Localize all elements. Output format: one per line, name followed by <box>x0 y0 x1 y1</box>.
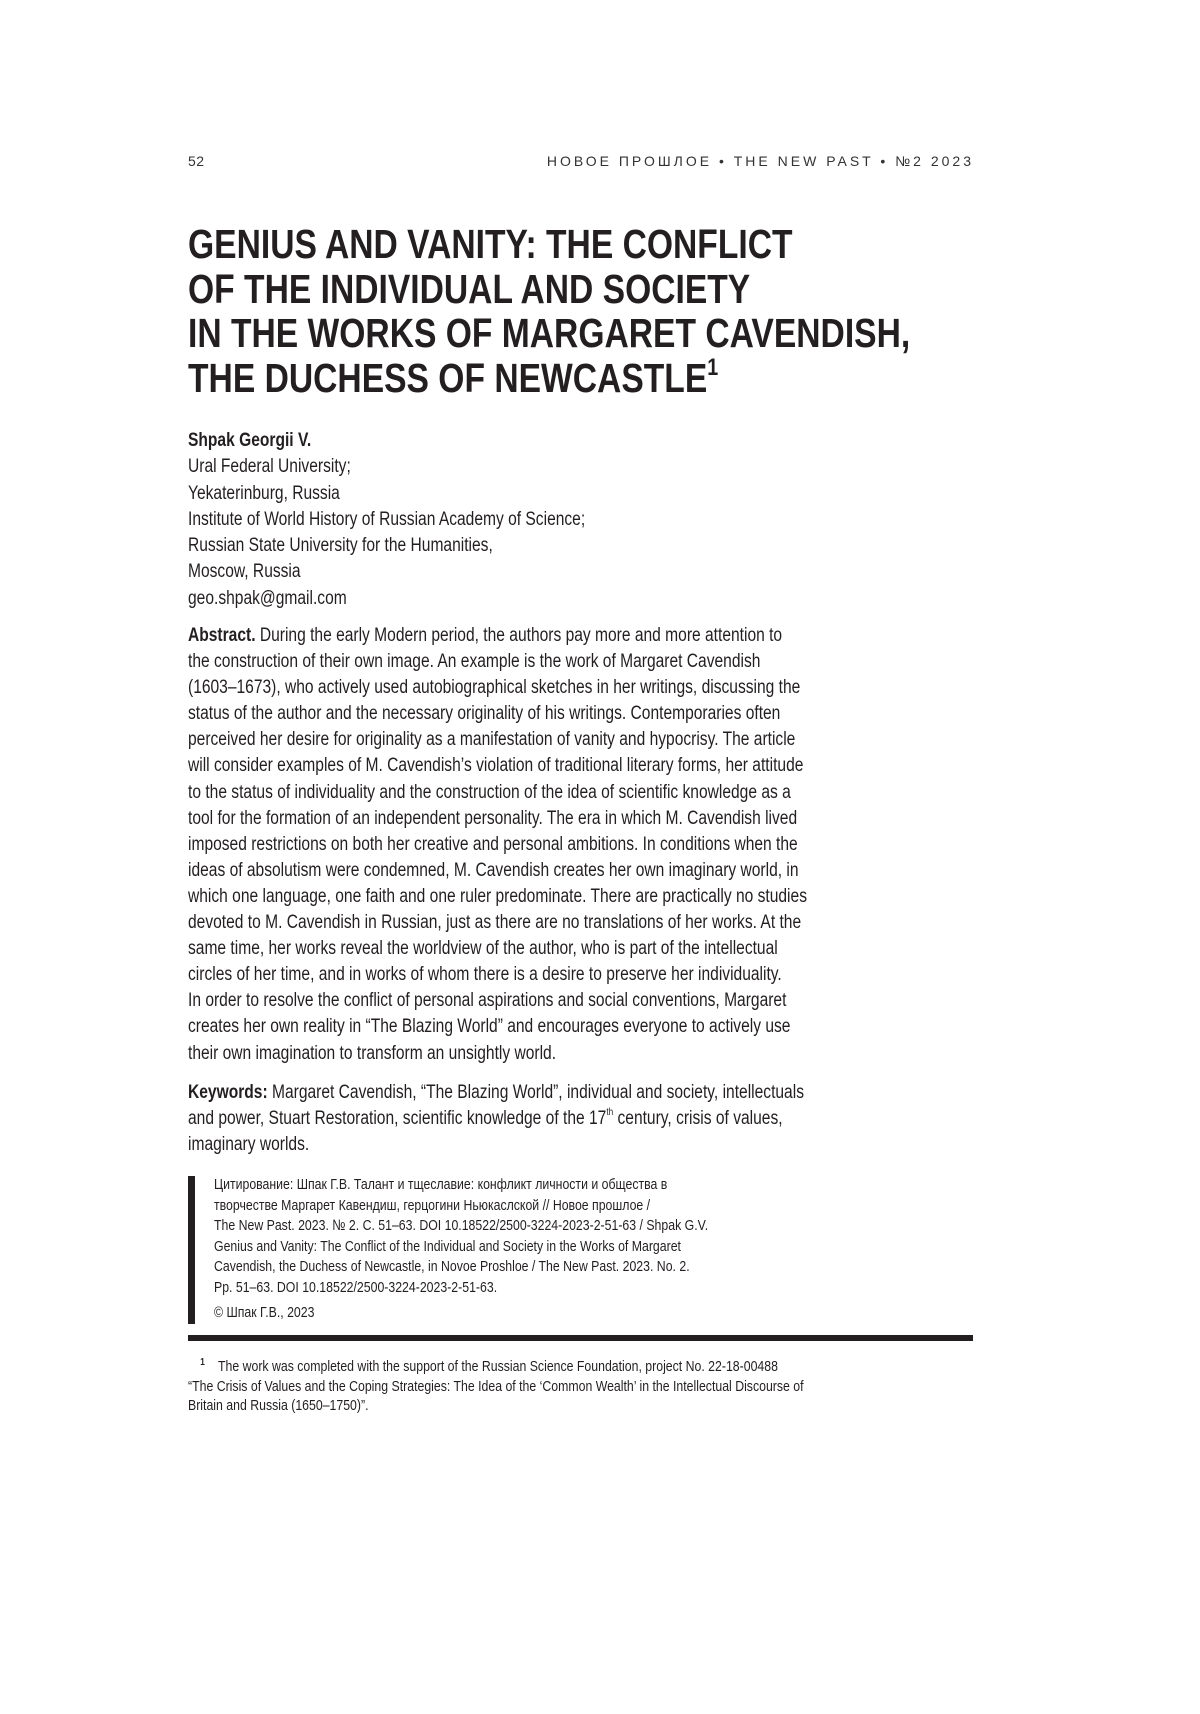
keywords-text: and power, Stuart Restoration, scientific knowledge of the 17 <box>188 1108 606 1129</box>
title-line: IN THE WORKS OF MARGARET CAVENDISH, <box>188 311 910 356</box>
keywords-label: Keywords: <box>188 1082 268 1103</box>
abstract-line: to the status of individuality and the construction of the idea of scientific knowledge as a <box>188 780 807 806</box>
abstract-line: circles of her time, and in works of whom there is a desire to preserve her individuality. <box>188 962 807 988</box>
keywords <box>188 1080 804 1158</box>
abstract-line: During the early Modern period, the authors pay more and more attention to <box>256 625 783 646</box>
title-line: GENIUS AND VANITY: THE CONFLICT <box>188 222 910 267</box>
keywords-text: imaginary worlds. <box>188 1132 804 1158</box>
keywords-text: Margaret Cavendish, “The Blazing World”, individual and society, intellectuals <box>268 1082 804 1103</box>
footnote <box>188 1357 804 1416</box>
citation-line: Цитирование: Шпак Г.В. Талант и тщеславие: конфликт личности и общества в <box>214 1175 708 1196</box>
abstract-label: Abstract. <box>188 625 256 646</box>
title-line: OF THE INDIVIDUAL AND SOCIETY <box>188 267 910 312</box>
citation-line: Genius and Vanity: The Conflict of the Individual and Society in the Works of Margaret <box>214 1237 708 1258</box>
copyright: © Шпак Г.В., 2023 <box>214 1303 708 1324</box>
abstract-line: creates her own reality in “The Blazing World” and encourages everyone to actively use <box>188 1014 807 1040</box>
abstract-line: which one language, one faith and one ruler predominate. There are practically no studies <box>188 884 807 910</box>
author-name: Shpak Georgii V. <box>188 428 585 454</box>
abstract-line: ideas of absolutism were condemned, M. Cavendish creates her own imaginary world, in <box>188 858 807 884</box>
citation-line: творчестве Маргарет Кавендиш, герцогини Ньюкаслской // Новое прошлое / <box>214 1196 708 1217</box>
abstract-line: imposed restrictions on both her creative and personal ambitions. In conditions when the <box>188 832 807 858</box>
title-footnote-ref[interactable]: 1 <box>707 354 718 381</box>
abstract-line: will consider examples of M. Cavendish’s violation of traditional literary forms, her attitude <box>188 753 807 779</box>
author-block <box>188 428 585 612</box>
affiliation: Yekaterinburg, Russia <box>188 481 585 507</box>
citation-line: Cavendish, the Duchess of Newcastle, in Novoe Proshloe / The New Past. 2023. No. 2. <box>214 1257 708 1278</box>
footnote-divider <box>188 1335 973 1341</box>
abstract <box>188 623 807 1067</box>
citation-bar <box>188 1176 195 1324</box>
affiliation: Russian State University for the Humanities, <box>188 533 585 559</box>
abstract-line: (1603–1673), who actively used autobiographical sketches in her writings, discussing the <box>188 675 807 701</box>
abstract-line: In order to resolve the conflict of personal aspirations and social conventions, Margaret <box>188 988 807 1014</box>
abstract-line: perceived her desire for originality as a manifestation of vanity and hypocrisy. The article <box>188 727 807 753</box>
page-number: 52 <box>188 153 205 169</box>
footnote-line: Britain and Russia (1650–1750)”. <box>188 1396 804 1416</box>
article-title <box>188 222 910 400</box>
title-line: THE DUCHESS OF NEWCASTLE <box>188 355 707 401</box>
citation-line: Pp. 51–63. DOI 10.18522/2500-3224-2023-2-51-63. <box>214 1278 708 1299</box>
abstract-line: devoted to M. Cavendish in Russian, just as there are no translations of her works. At the <box>188 910 807 936</box>
abstract-line: status of the author and the necessary originality of his writings. Contemporaries often <box>188 701 807 727</box>
footnote-mark: 1 <box>200 1357 205 1368</box>
citation-line: The New Past. 2023. № 2. С. 51–63. DOI 10.18522/2500-3224-2023-2-51-63 / Shpak G.V. <box>214 1216 708 1237</box>
abstract-line: the construction of their own image. An example is the work of Margaret Cavendish <box>188 649 807 675</box>
abstract-line: tool for the formation of an independent personality. The era in which M. Cavendish lived <box>188 806 807 832</box>
abstract-line: same time, her works reveal the worldview of the author, who is part of the intellectual <box>188 936 807 962</box>
author-email[interactable]: geo.shpak@gmail.com <box>188 586 585 612</box>
footnote-line: “The Crisis of Values and the Coping Strategies: The Idea of the ‘Common Wealth’ in the Intellectual Discourse of <box>188 1377 804 1397</box>
keywords-text: century, crisis of values, <box>613 1108 782 1129</box>
affiliation: Ural Federal University; <box>188 454 585 480</box>
affiliation: Institute of World History of Russian Academy of Science; <box>188 507 585 533</box>
keywords-superscript: th <box>606 1107 613 1118</box>
running-header: НОВОЕ ПРОШЛОЕ • THE NEW PAST • №2 2023 <box>547 153 974 169</box>
abstract-line: their own imagination to transform an unsightly world. <box>188 1041 807 1067</box>
affiliation: Moscow, Russia <box>188 559 585 585</box>
citation-block <box>214 1175 708 1323</box>
footnote-line: The work was completed with the support of the Russian Science Foundation, project No. 22-18-00488 <box>218 1358 778 1375</box>
